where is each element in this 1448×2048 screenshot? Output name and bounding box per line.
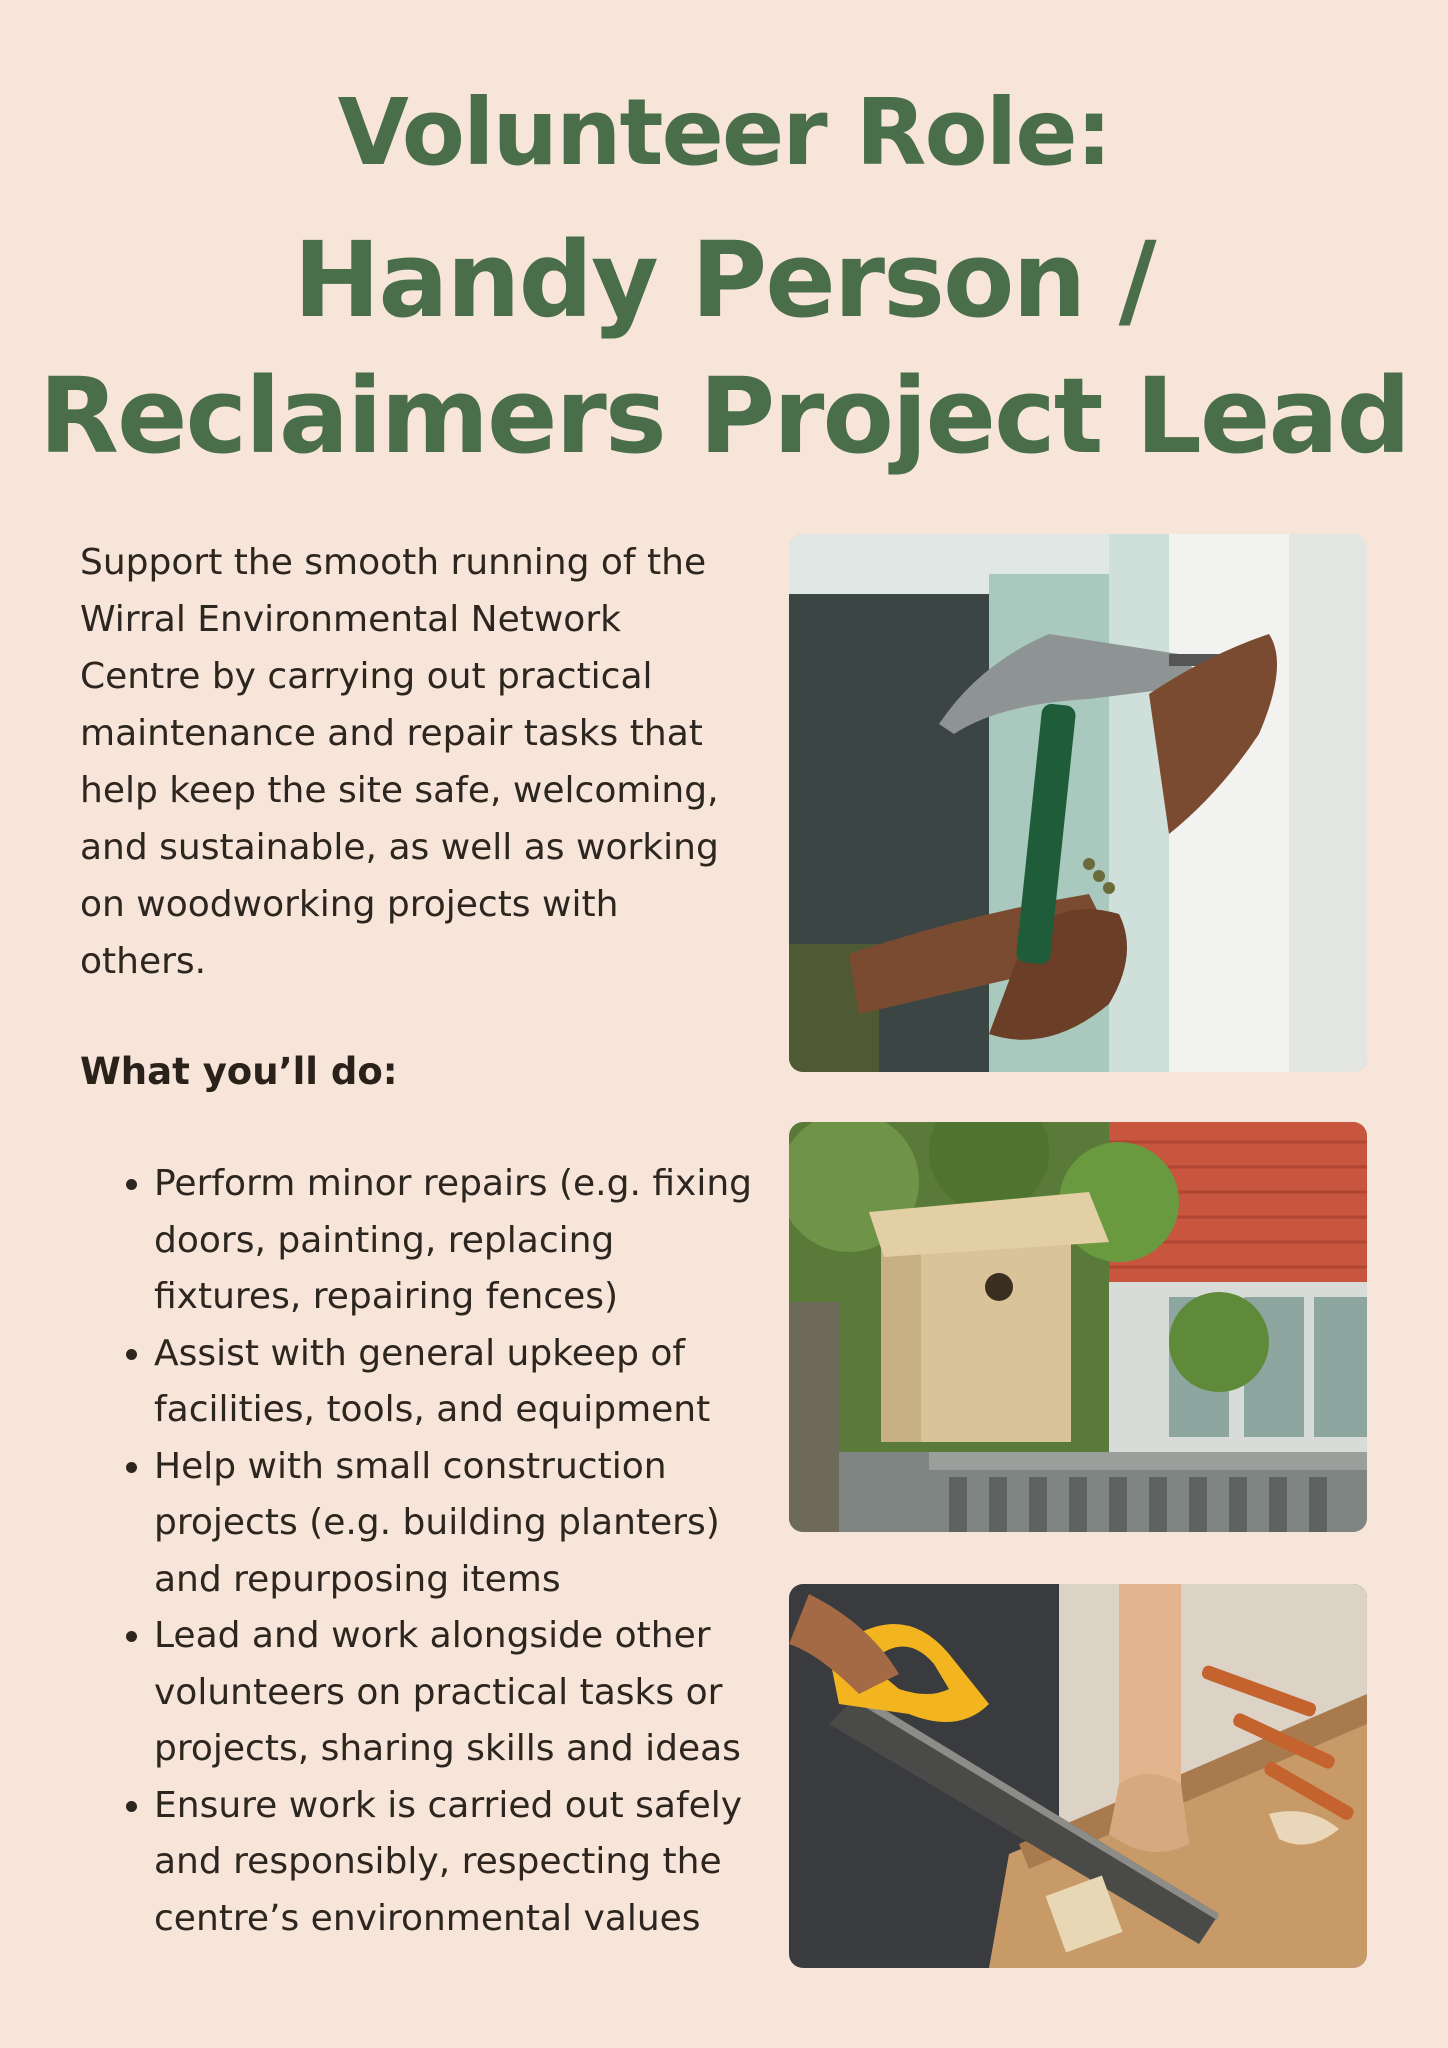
task-item: • Lead and work alongside other volunteers on practical tasks or projects, sharing skills and ideas — [154, 1608, 764, 1778]
intro-paragraph: Support the smooth running of the Wirral Environmental Network Centre by carrying out practical maintenance and repair tasks that help keep the site safe, welcoming, and sustainable, as well as working on woodworking projects with others. — [80, 542, 719, 982]
bird-box-photo — [789, 1122, 1367, 1532]
title-line-3: Reclaimers Project Lead — [38, 355, 1410, 477]
task-list — [118, 1156, 764, 1947]
hammer-photo — [789, 534, 1367, 1072]
what-youll-do-heading: What you’ll do: — [80, 1050, 398, 1093]
task-item: • Help with small construction projects (e.g. building planters) and repurposing items — [154, 1439, 764, 1609]
title-line-1: Volunteer Role: — [337, 79, 1111, 186]
task-item: • Ensure work is carried out safely and responsibly, respecting the centre’s environmental values — [154, 1778, 764, 1948]
task-item: • Perform minor repairs (e.g. fixing doors, painting, replacing fixtures, repairing fences) — [154, 1156, 764, 1326]
title-line-2: Handy Person / — [293, 219, 1155, 341]
task-item: • Assist with general upkeep of facilities, tools, and equipment — [154, 1326, 764, 1439]
saw-photo — [789, 1584, 1367, 1968]
